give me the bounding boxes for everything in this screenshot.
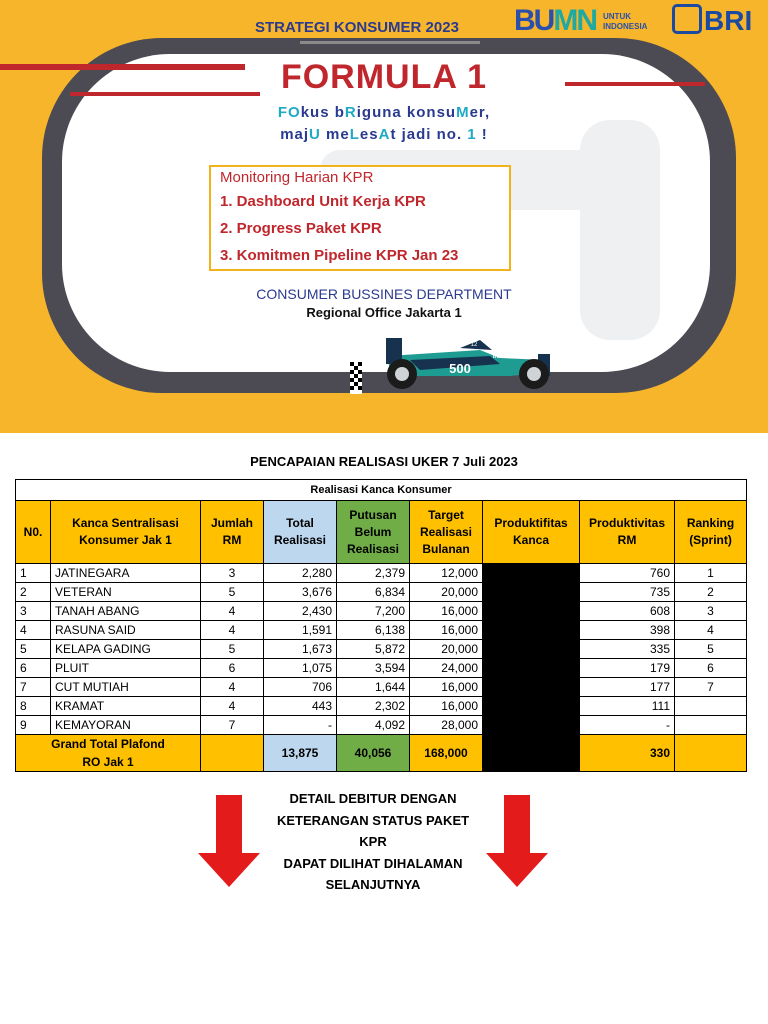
formula-title: FORMULA 1 [280,58,488,96]
cell-putusan: 1,644 [337,678,410,697]
cell-putusan: 5,872 [337,640,410,659]
slogan-fragment: es [359,126,379,143]
cell-kanca: KRAMAT [51,697,201,716]
cell-kanca: JATINEGARA [51,564,201,583]
slogan-fragment: kus b [300,104,345,121]
strategy-title: STRATEGI KONSUMER 2023 [255,19,459,36]
cell-rank: 3 [675,602,747,621]
cell-kanca: PLUIT [51,659,201,678]
slogan-line-2 [0,126,768,143]
cell-prod-kanca: 4% [483,678,580,697]
slogan-fragment: A [378,126,391,143]
cell-putusan: 6,834 [337,583,410,602]
column-header: N0. [16,501,51,564]
kpr-monitoring-box [209,165,511,271]
slogan-fragment: ! [476,126,488,143]
cell-prod-kanca: 0% [483,716,580,735]
cell-total: 1,075 [264,659,337,678]
cell-total: 443 [264,697,337,716]
cell-rank [675,697,747,716]
column-header: Kanca Sentralisasi Konsumer Jak 1 [51,501,201,564]
kpr-item: 2. Progress Paket KPR [220,220,382,237]
bri-logo: BRI [672,4,752,37]
cell-prod-rm: 735 [580,583,675,602]
cell-rank: 5 [675,640,747,659]
slogan-fragment: R [344,104,357,121]
cell-target: 20,000 [410,583,483,602]
cell-rank: 7 [675,678,747,697]
table-row [16,583,747,602]
cell-putusan: 2,379 [337,564,410,583]
grand-total-target: 168,000 [410,735,483,772]
grand-total-realisasi: 13,875 [264,735,337,772]
cell-prod-rm: - [580,716,675,735]
cell-rm: 5 [201,583,264,602]
detail-note: DETAIL DEBITUR DENGAN KETERANGAN STATUS PAKET KPR DAPAT DILIHAT DIHALAMAN SELANJUTNYA [276,791,470,892]
cell-rank: 2 [675,583,747,602]
cell-rm: 6 [201,659,264,678]
cell-no: 5 [16,640,51,659]
cell-total: 1,673 [264,640,337,659]
cell-kanca: RASUNA SAID [51,621,201,640]
slogan-fragment: U [309,126,321,143]
cell-target: 28,000 [410,716,483,735]
bumn-logo-subtitle: UNTUK INDONESIA [603,12,648,31]
cell-no: 2 [16,583,51,602]
slogan-fragment: me [320,126,350,143]
cell-prod-rm: 760 [580,564,675,583]
slogan-fragment: er, [469,104,491,121]
column-header: Total Realisasi [264,501,337,564]
cell-prod-kanca: 19% [483,564,580,583]
cell-prod-rm: 111 [580,697,675,716]
kpr-item: 1. Dashboard Unit Kerja KPR [220,193,426,210]
cell-rank: 6 [675,659,747,678]
kpr-box-title: Monitoring Harian KPR [220,169,374,186]
cell-rm: 4 [201,697,264,716]
cell-putusan: 7,200 [337,602,410,621]
cell-prod-rm: 608 [580,602,675,621]
kpr-item: 3. Komitmen Pipeline KPR Jan 23 [220,247,459,264]
cell-prod-kanca: 3% [483,697,580,716]
cell-putusan: 3,594 [337,659,410,678]
table-group-header: Realisasi Kanca Konsumer [16,480,747,501]
cell-target: 16,000 [410,621,483,640]
cell-rm: 3 [201,564,264,583]
report-heading: PENCAPAIAN REALISASI UKER 7 Juli 2023 [250,454,518,469]
cell-prod-rm: 177 [580,678,675,697]
cover-banner [0,0,768,433]
cell-kanca: VETERAN [51,583,201,602]
slogan-fragment: FO [277,104,301,121]
cell-kanca: CUT MUTIAH [51,678,201,697]
cell-kanca: TANAH ABANG [51,602,201,621]
cell-target: 20,000 [410,640,483,659]
table-row [16,659,747,678]
svg-text:12: 12 [470,342,478,348]
slogan-fragment: maj [280,126,310,143]
cell-rm: 4 [201,621,264,640]
grand-total-row [16,735,747,772]
cell-no: 6 [16,659,51,678]
cell-target: 24,000 [410,659,483,678]
slogan-line-1 [0,104,768,121]
svg-text:500: 500 [449,361,471,376]
cell-rm: 4 [201,602,264,621]
cell-prod-kanca: 4% [483,659,580,678]
table-row [16,716,747,735]
table-row [16,621,747,640]
cell-rm: 4 [201,678,264,697]
cell-rank [675,716,747,735]
cell-kanca: KELAPA GADING [51,640,201,659]
table-row [16,697,747,716]
cell-no: 9 [16,716,51,735]
cell-putusan: 2,302 [337,697,410,716]
cell-putusan: 6,138 [337,621,410,640]
table-row [16,602,747,621]
column-header: Produktifitas Kanca [483,501,580,564]
grand-total-prod-rm: 330 [580,735,675,772]
cell-kanca: KEMAYORAN [51,716,201,735]
cell-total: 1,591 [264,621,337,640]
table-row [16,678,747,697]
column-header: Putusan Belum Realisasi [337,501,410,564]
slogan-fragment: 1 [467,126,477,143]
bumn-logo: BUMN [514,4,596,37]
cell-total: - [264,716,337,735]
cell-target: 16,000 [410,678,483,697]
cell-target: 16,000 [410,602,483,621]
grand-total-label: Grand Total Plafond RO Jak 1 [16,735,201,772]
table-row [16,640,747,659]
cell-rm: 7 [201,716,264,735]
column-header: Target Realisasi Bulanan [410,501,483,564]
column-header: Produktivitas RM [580,501,675,564]
cell-rank: 1 [675,564,747,583]
slogan-fragment: L [349,126,360,143]
cell-no: 8 [16,697,51,716]
cell-prod-rm: 179 [580,659,675,678]
cell-rank: 4 [675,621,747,640]
grand-total-rm [201,735,264,772]
cell-no: 1 [16,564,51,583]
cell-prod-rm: 335 [580,640,675,659]
race-car-illustration [350,330,560,396]
cell-total: 2,280 [264,564,337,583]
cell-total: 706 [264,678,337,697]
svg-text:INDY: INDY [492,354,508,360]
cell-target: 16,000 [410,697,483,716]
slogan-fragment: iguna konsu [356,104,457,121]
table-row [16,564,747,583]
cell-prod-kanca: 18% [483,583,580,602]
cell-prod-kanca: 8% [483,640,580,659]
cell-no: 4 [16,621,51,640]
table-header-row [16,501,747,564]
bri-logo-mark-icon [672,4,702,34]
department-name: CONSUMER BUSSINES DEPARTMENT [256,286,512,302]
cell-total: 3,676 [264,583,337,602]
cell-putusan: 4,092 [337,716,410,735]
regional-office-name: Regional Office Jakarta 1 [306,305,462,320]
cell-prod-kanca: 15% [483,602,580,621]
cell-prod-rm: 398 [580,621,675,640]
slogan-fragment: t jadi no. [390,126,468,143]
slogan-fragment: M [456,104,470,121]
grand-total-putusan: 40,056 [337,735,410,772]
cell-total: 2,430 [264,602,337,621]
grand-total-prod-kanca: 8% [483,735,580,772]
cell-target: 12,000 [410,564,483,583]
realization-table [15,479,747,772]
grand-total-rank [675,735,747,772]
cell-no: 3 [16,602,51,621]
cell-no: 7 [16,678,51,697]
cell-rm: 5 [201,640,264,659]
column-header: Ranking (Sprint) [675,501,747,564]
speed-stripe [300,41,480,44]
cell-prod-kanca: 10% [483,621,580,640]
column-header: Jumlah RM [201,501,264,564]
